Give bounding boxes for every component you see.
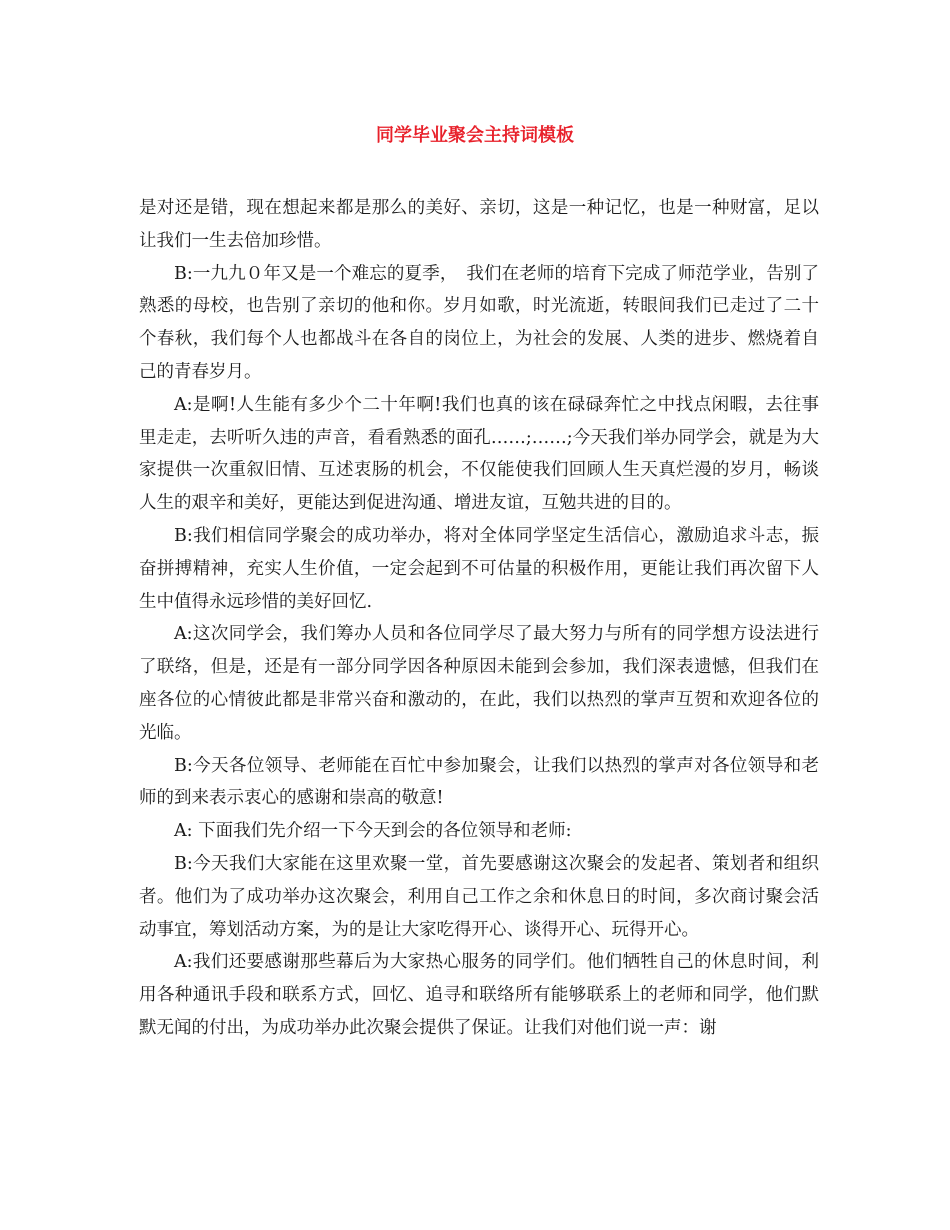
paragraph-b-summer: B:一九九０年又是一个难忘的夏季， 我们在老师的培育下完成了师范学业，告别了熟悉的母校，也告别了亲切的他和你。岁月如歌，时光流逝，转眼间我们已走过了二十个春秋，我们每个人也都战斗在各自的岗位上，为社会的发展、人类的进步、燃烧着自己的青春岁月。 <box>139 263 819 382</box>
document-title: 同学毕业聚会主持词模板 <box>376 125 574 146</box>
paragraph-b-organizers: B:今天我们大家能在这里欢聚一堂，首先要感谢这次聚会的发起者、策划者和组织者。他们为了成功举办这次聚会，利用自己工作之余和休息日的时间，多次商讨聚会活动事宜，筹划活动方案，为的是让大家吃得开心、谈得开心、玩得开心。 <box>139 853 819 940</box>
paragraph-a-twenty-years: A:是啊!人生能有多少个二十年啊!我们也真的该在碌碌奔忙之中找点闲暇，去往事里走走，去听听久违的声音，看看熟悉的面孔……;……;今天我们举办同学会，就是为大家提供一次重叙旧情、互述衷肠的机会，不仅能使我们回顾人生天真烂漫的岁月，畅谈人生的艰辛和美好，更能达到促进沟通、增进友谊，互勉共进的目的。 <box>139 394 819 514</box>
paragraph-a-thanks: A:我们还要感谢那些幕后为大家热心服务的同学们。他们牺牲自己的休息时间，利用各种通讯手段和联系方式，回忆、追寻和联络所有能够联系上的老师和同学，他们默默无闻的付出，为成功举办此次聚会提供了保证。让我们对他们说一声：谢 <box>139 952 819 1038</box>
paragraph-b-teachers: B:今天各位领导、老师能在百忙中参加聚会，让我们以热烈的掌声对各位领导和老师的到来表示衷心的感谢和崇高的敬意! <box>139 755 819 809</box>
document-body <box>139 192 819 1045</box>
paragraph-b-success: B:我们相信同学聚会的成功举办，将对全体同学坚定生活信心，激励追求斗志，振奋拼搏精神，充实人生价值，一定会起到不可估量的积极作用，更能让我们再次留下人生中值得永远珍惜的美好回忆. <box>139 525 819 612</box>
paragraph-a-introduce: A: 下面我们先介绍一下今天到会的各位领导和老师: <box>174 821 572 842</box>
paragraph-a-contact: A:这次同学会，我们筹办人员和各位同学尽了最大努力与所有的同学想方设法进行了联络，但是，还是有一部分同学因各种原因未能到会参加，我们深表遗憾，但我们在座各位的心情彼此都是非常兴奋和激动的，在此，我们以热烈的掌声互贺和欢迎各位的光临。 <box>139 624 819 743</box>
paragraph-continuation: 是对还是错，现在想起来都是那么的美好、亲切，这是一种记忆，也是一种财富，足以让我们一生去倍加珍惜。 <box>139 198 819 251</box>
